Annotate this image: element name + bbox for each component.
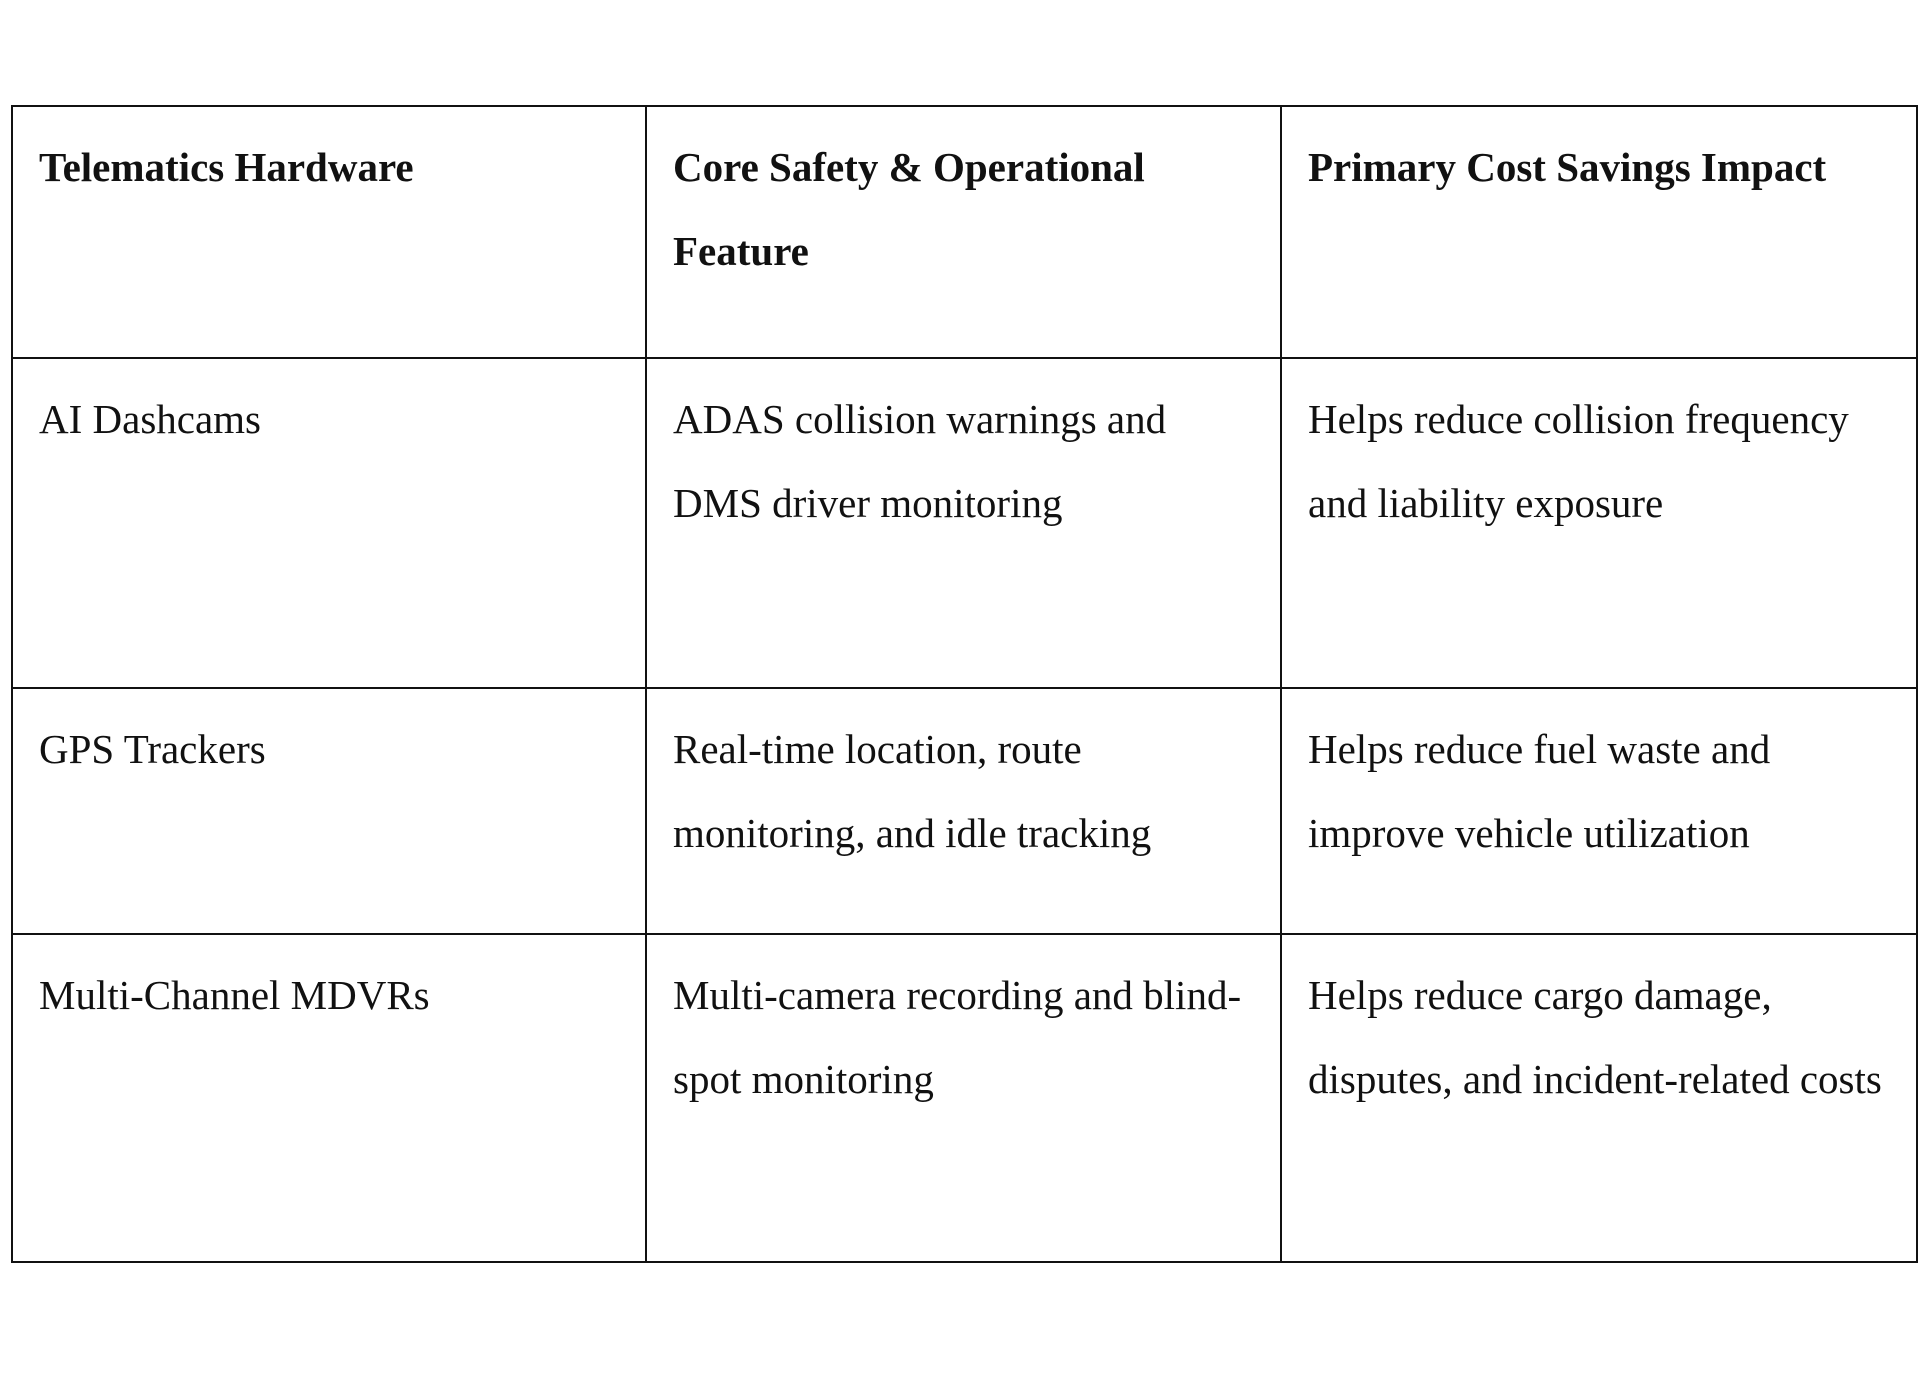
cell-hardware: GPS Trackers [12,688,646,934]
header-telematics-hardware: Telematics Hardware [12,106,646,358]
cell-impact: Helps reduce fuel waste and improve vehicle utilization [1281,688,1917,934]
cell-feature: Real-time location, route monitoring, and idle tracking [646,688,1281,934]
table-header [12,106,1917,358]
cell-feature: Multi-camera recording and blind-spot monitoring [646,934,1281,1262]
table-body [12,358,1917,1262]
cell-feature: ADAS collision warnings and DMS driver monitoring [646,358,1281,688]
table-row [12,934,1917,1262]
table-row [12,688,1917,934]
cell-hardware: Multi-Channel MDVRs [12,934,646,1262]
cell-impact: Helps reduce collision frequency and liability exposure [1281,358,1917,688]
cell-hardware: AI Dashcams [12,358,646,688]
header-core-feature: Core Safety & Operational Feature [646,106,1281,358]
header-cost-savings-impact: Primary Cost Savings Impact [1281,106,1917,358]
table-row [12,358,1917,688]
telematics-comparison-table [11,105,1918,1263]
header-row [12,106,1917,358]
cell-impact: Helps reduce cargo damage, disputes, and incident-related costs [1281,934,1917,1262]
